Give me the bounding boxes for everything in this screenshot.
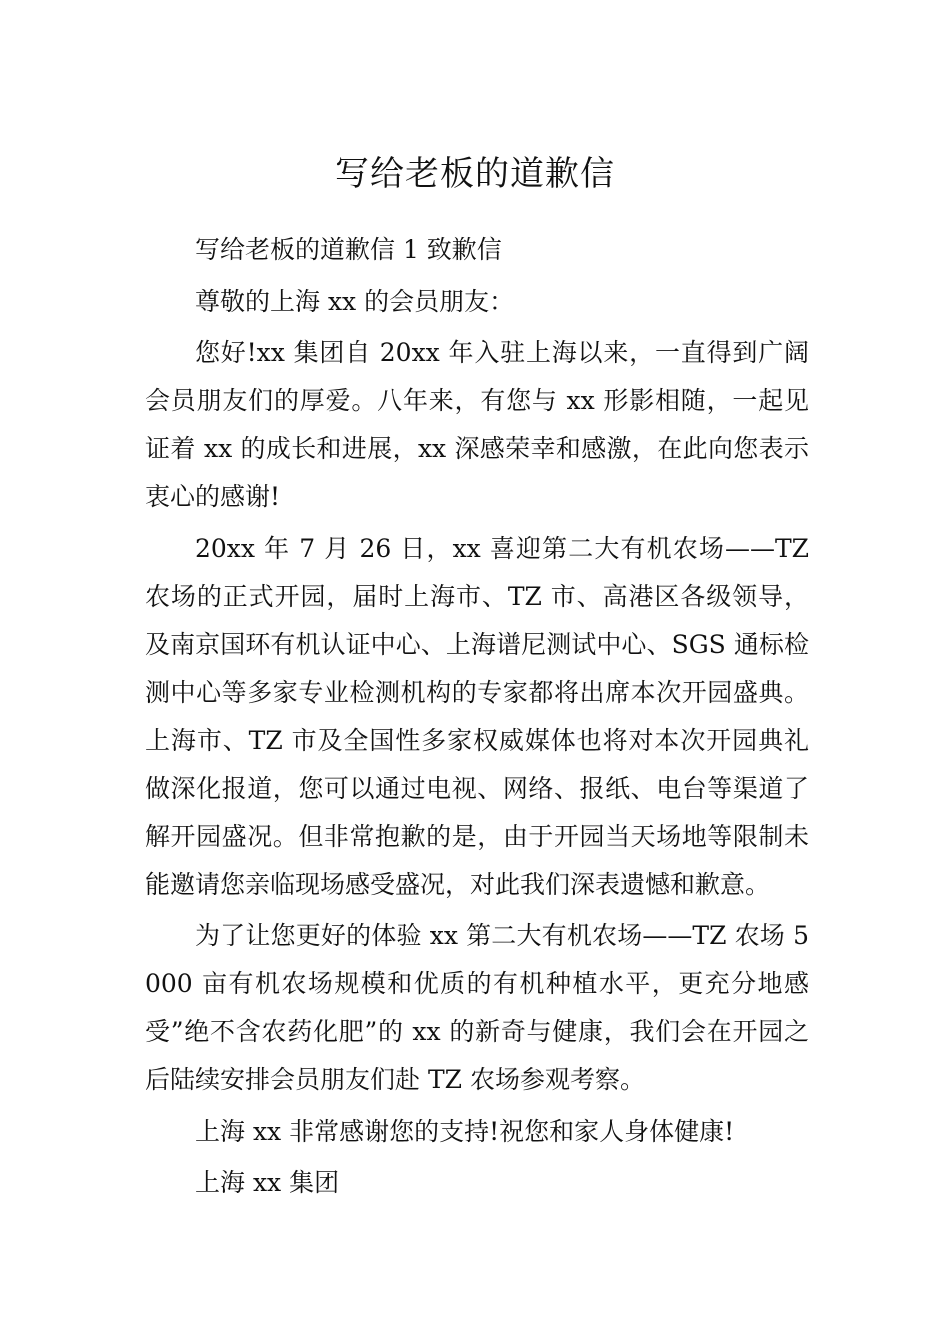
paragraph-salutation: 尊敬的上海 xx 的会员朋友： [195, 286, 515, 316]
paragraph-greeting: 您好!xx 集团自 20xx 年入驻上海以来，一直得到广阔会员朋友们的厚爱。八年来，有您与 xx 形影相随，一起见证着 xx 的成长和进展，xx 深感荣幸和感激，在此向您表示衷心的感谢! [145, 338, 809, 511]
paragraph-arrangement: 为了让您更好的体验 xx 第二大有机农场——TZ 农场 5000 亩有机农场规模和优质的有机种植水平，更充分地感受”绝不含农药化肥”的 xx 的新奇与健康，我们会在开园之后陆续安排会员朋友们赴 TZ 农场参观考察。 [145, 921, 809, 1094]
paragraph-heading: 写给老板的道歉信 1 致歉信 [195, 235, 502, 264]
paragraph-thanks: 上海 xx 非常感谢您的支持!祝您和家人身体健康! [195, 1116, 735, 1146]
paragraph-signature: 上海 xx 集团 [195, 1168, 340, 1197]
paragraph-announcement: 20xx 年 7 月 26 日，xx 喜迎第二大有机农场——TZ 农场的正式开园，届时上海市、TZ 市、高港区各级领导，及南京国环有机认证中心、上海谱尼测试中心、SGS 通标检测中心等多家专业检测机构的专家都将出席本次开园盛典。上海市、TZ 市及全国性多家权威媒体也将对本次开园典礼做深化报道，您可以通过电视、网络、报纸、电台等渠道了解开园盛况。但非常抱歉的是，由于开园当天场地等限制未能邀请您亲临现场感受盛况，对此我们深表遗憾和歉意。 [145, 533, 809, 899]
document-title: 写给老板的道歉信 [335, 153, 615, 194]
document-body [145, 226, 809, 1211]
